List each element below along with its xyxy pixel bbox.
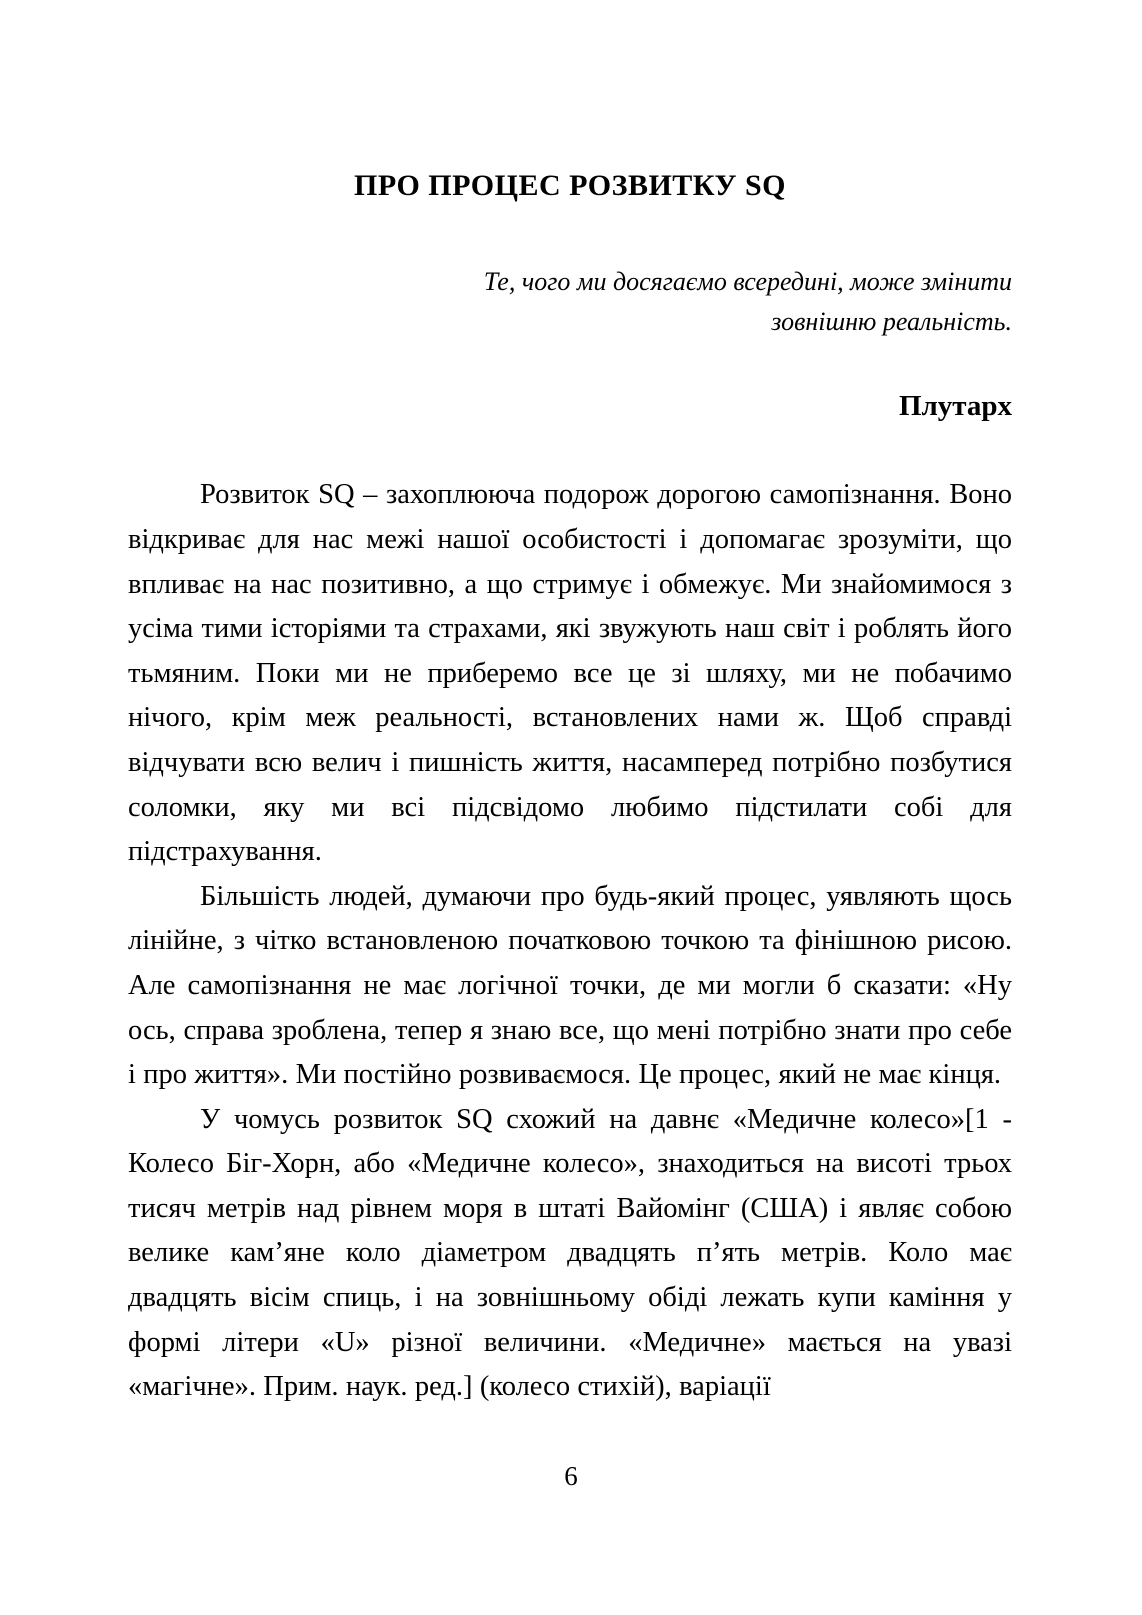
page-number: 6 xyxy=(564,1461,578,1491)
epigraph xyxy=(128,204,1012,343)
paragraph: Розвиток SQ – захоплююча подорож дорогою самопізнання. Воно відкриває для нас межі нашої особистості і допомагає зрозуміти, що впливає на нас позитивно, а що стримує і обмежує. Ми знайомимося з усіма тими історіями та страхами, які звужують наш світ і роблять його тьмяним. Поки ми не приберемо все це зі шляху, ми не побачимо нічого, крім меж реальності, встановлених нами ж. Щоб справді відчувати всю велич і пишність життя, насамперед потрібно позбутися соломки, яку ми всі підсвідомо любимо підстилати собі для підстрахування. xyxy=(128,479,1012,868)
paragraph: Більшість людей, думаючи про будь-який процес, уявляють щось лінійне, з чітко встановленою початковою точкою та фінішною рисою. Але самопізнання не має логічної точки, де ми могли б сказати: «Ну ось, справа зроблена, тепер я знаю все, що мені потрібно знати про себе і про життя». Ми постійно розвиваємося. Це процес, який не має кінця. xyxy=(128,880,1012,1091)
page-content xyxy=(128,0,1012,1410)
paragraph: У чомусь розвиток SQ схожий на давнє «Медичне колесо»[1 - Колесо Біг-Хорн, або «Медичне колесо», знаходиться на висоті трьох тисяч метрів над рівнем моря в штаті Вайомінг (США) і являє собою велике кам’яне коло діаметром двадцять п’ять метрів. Коло має двадцять вісім спиць, і на зовнішньому обіді лежать купи каміння у формі літери «U» різної величини. «Медичне» мається на увазі «магічне». Прим. наук. ред.] (колесо стихій), варіації xyxy=(128,1103,1012,1403)
body-text xyxy=(128,423,1012,1409)
epigraph-line-2: зовнішню реальність. xyxy=(771,307,1012,337)
epigraph-line-1: Те, чого ми досягаємо всередині, може змінити xyxy=(483,267,1012,296)
epigraph-author: Плутарх xyxy=(898,389,1012,422)
page-title: ПРО ПРОЦЕС РОЗВИТКУ SQ xyxy=(353,169,786,202)
